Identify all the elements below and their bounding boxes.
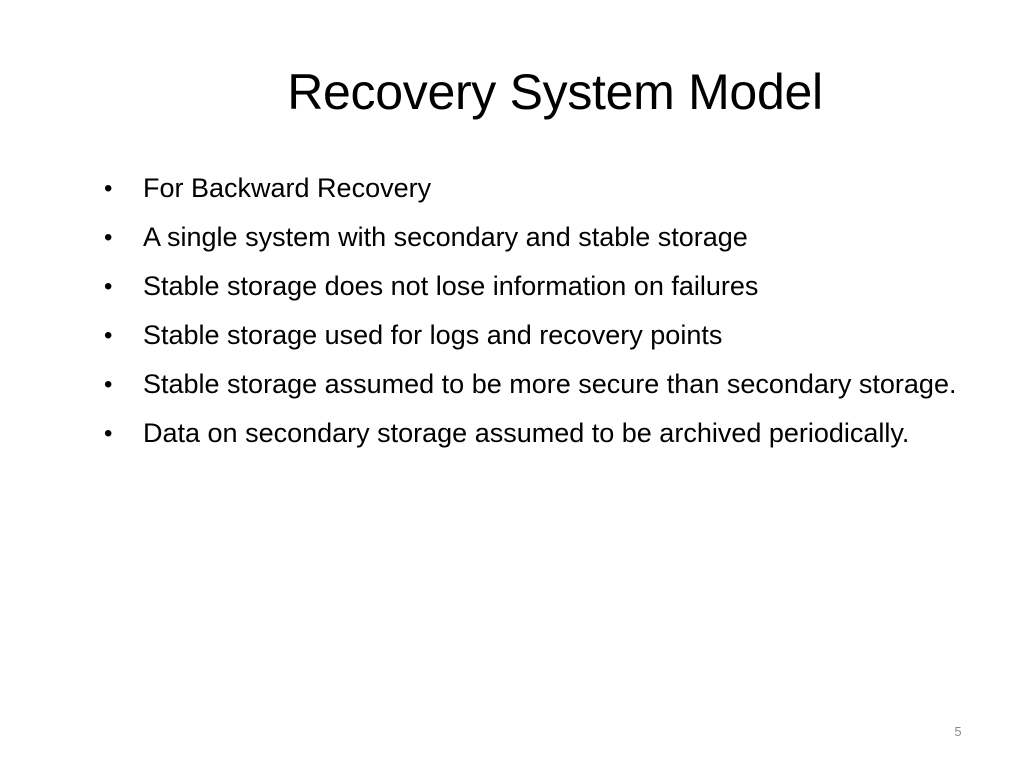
bullet-icon: •	[104, 420, 113, 447]
bullet-list	[104, 168, 974, 462]
bullet-icon: •	[104, 175, 113, 202]
bullet-item	[104, 413, 974, 454]
bullet-text: Data on secondary storage assumed to be archived periodically.	[143, 418, 910, 448]
slide-title: Recovery System Model	[287, 64, 823, 120]
bullet-item	[104, 266, 974, 307]
bullet-icon: •	[104, 273, 113, 300]
bullet-icon: •	[104, 224, 113, 251]
bullet-item	[104, 364, 974, 405]
bullet-icon: •	[104, 371, 113, 398]
bullet-icon: •	[104, 322, 113, 349]
bullet-item	[104, 217, 974, 258]
bullet-text: Stable storage used for logs and recovery points	[143, 320, 723, 350]
bullet-item	[104, 315, 974, 356]
bullet-item	[104, 168, 974, 209]
bullet-text: Stable storage assumed to be more secure than secondary storage.	[143, 369, 957, 399]
bullet-text: A single system with secondary and stable storage	[143, 222, 748, 252]
bullet-text: For Backward Recovery	[143, 173, 432, 203]
bullet-text: Stable storage does not lose information on failures	[143, 271, 759, 301]
slide-number: 5	[954, 724, 962, 739]
